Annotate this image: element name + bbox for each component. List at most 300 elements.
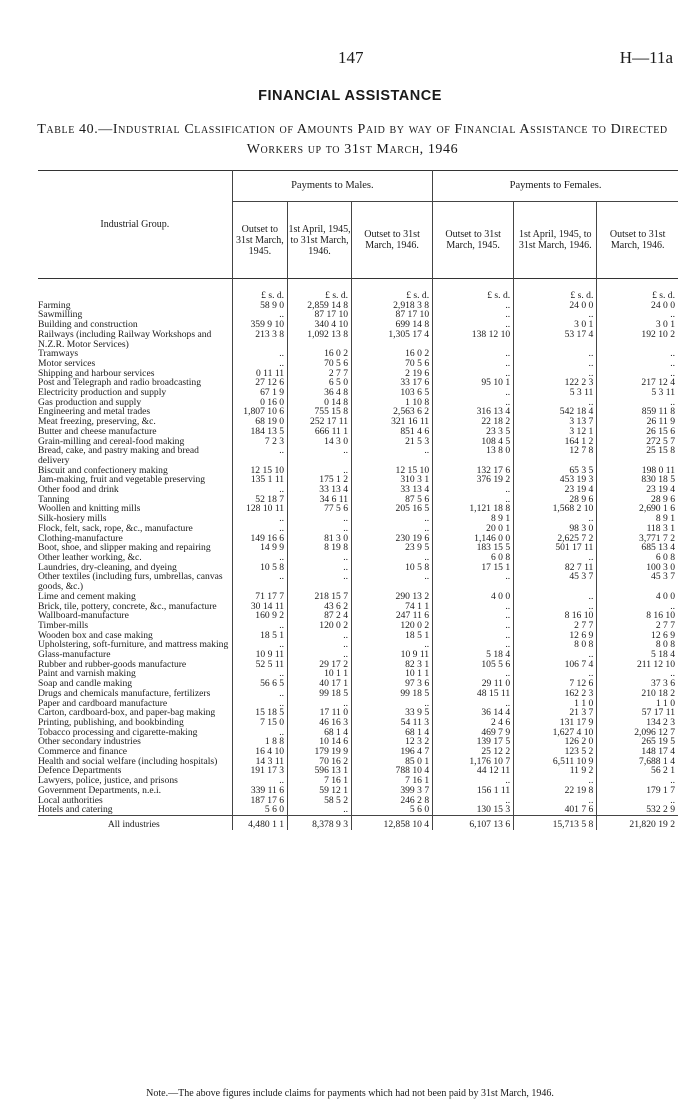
amount-cell: ..	[232, 446, 287, 465]
amount-cell: 70 5 6	[352, 359, 433, 369]
table-caption: Table 40.—Industrial Classification of Amounts Paid by way of Financial Assistance to Directed Workers up to 31st March, 1946	[37, 122, 668, 157]
amount-cell: 2,625 7 2	[514, 534, 597, 544]
amount-cell: 25 12 2	[433, 747, 514, 757]
amount-cell: ..	[597, 369, 678, 379]
amount-cell: 25 15 8	[597, 446, 678, 465]
industry-label: Lawyers, police, justice, and prisons	[38, 776, 178, 786]
amount-cell: 211 12 10	[597, 660, 678, 670]
amount-cell: 6,511 10 9	[514, 757, 597, 767]
table-row	[38, 543, 678, 553]
amount-cell: ..	[232, 359, 287, 369]
industry-label: Shipping and harbour services	[38, 368, 155, 379]
amount-cell: 46 16 3	[288, 718, 352, 728]
amount-cell: 162 2 3	[514, 689, 597, 699]
amount-cell: 26 11 9	[597, 417, 678, 427]
amount-cell: 859 11 8	[597, 407, 678, 417]
amount-cell: 252 17 11	[288, 417, 352, 427]
footnote: Note.—The above figures include claims for payments which had not been paid by 31st March, 1946.	[146, 1088, 554, 1099]
industry-label: Glass-manufacture	[38, 650, 111, 660]
amount-cell: ..	[433, 602, 514, 612]
table-row	[38, 699, 678, 709]
amount-cell: ..	[288, 514, 352, 524]
amount-cell: 8 19 8	[288, 543, 352, 553]
amount-cell: 196 4 7	[352, 747, 433, 757]
amount-cell: 359 9 10	[232, 320, 287, 330]
amount-cell: 851 4 6	[352, 427, 433, 437]
amount-cell: 22 18 2	[433, 417, 514, 427]
amount-cell: 16 4 10	[232, 747, 287, 757]
amount-cell: 2,918 3 8	[352, 301, 433, 311]
amount-cell: 310 3 1	[352, 475, 433, 485]
amount-cell: 87 5 6	[352, 495, 433, 505]
industry-label: Other food and drink	[38, 485, 119, 495]
amount-cell: 139 17 5	[433, 737, 514, 747]
page-number: 147	[338, 48, 364, 67]
amount-cell: 23 3 5	[433, 427, 514, 437]
table-row	[38, 495, 678, 505]
amount-cell: 7 15 0	[232, 718, 287, 728]
industry-label: All industries	[38, 815, 232, 829]
amount-cell: 33 13 4	[288, 485, 352, 495]
amount-cell: 8 16 10	[514, 611, 597, 621]
amount-cell: ..	[232, 669, 287, 679]
amount-cell: ..	[352, 553, 433, 563]
amount-cell: 14 9 9	[232, 543, 287, 553]
amount-cell: 52 18 7	[232, 495, 287, 505]
page-title: FINANCIAL ASSISTANCE	[258, 88, 442, 104]
table-row	[38, 310, 678, 320]
amount-cell: 340 4 10	[288, 320, 352, 330]
amount-cell: 10 1 1	[352, 669, 433, 679]
males-heading: Payments to Males.	[232, 171, 433, 202]
amount-cell: 28 9 6	[597, 495, 678, 505]
industry-label: Wallboard-manufacture	[38, 611, 129, 621]
amount-cell: ..	[288, 466, 352, 476]
table-row	[38, 660, 678, 670]
amount-cell: 5 18 4	[597, 650, 678, 660]
industrial-group-heading: Industrial Group.	[100, 219, 170, 230]
amount-cell: ..	[232, 349, 287, 359]
amount-cell: 272 5 7	[597, 437, 678, 447]
amount-cell: ..	[232, 640, 287, 650]
amount-cell: ..	[597, 796, 678, 806]
amount-cell: 10 5 8	[352, 563, 433, 573]
amount-cell: ..	[352, 699, 433, 709]
amount-cell: ..	[433, 398, 514, 408]
amount-cell: 87 17 10	[352, 310, 433, 320]
industry-label: Electricity production and supply	[38, 388, 167, 398]
amount-cell: 3,771 7 2	[597, 534, 678, 544]
amount-cell: 179 1 7	[597, 786, 678, 796]
units-label: £ s. d.	[352, 279, 433, 301]
amount-cell: 23 19 4	[597, 485, 678, 495]
amount-cell: 56 2 1	[597, 766, 678, 776]
amount-cell: 100 3 0	[597, 563, 678, 573]
amount-cell: ..	[514, 310, 597, 320]
amount-cell: 37 3 6	[597, 679, 678, 689]
amount-cell: 105 5 6	[433, 660, 514, 670]
table-row	[38, 786, 678, 796]
amount-cell: 290 13 2	[352, 592, 433, 602]
amount-cell: 8 16 10	[597, 611, 678, 621]
industry-label: Tobacco processing and cigarette-making	[38, 727, 198, 738]
document-code: H—11a	[619, 48, 673, 67]
column-heading: Outset to 31st March, 1945.	[433, 202, 514, 279]
amount-cell: 67 1 9	[232, 388, 287, 398]
industry-label: Bread, cake, and pastry making and bread delivery	[38, 446, 199, 466]
industry-label: Clothing-manufacture	[38, 533, 123, 544]
industry-label: Laundries, dry-cleaning, and dyeing	[38, 562, 177, 573]
amount-cell: 17 15 1	[433, 563, 514, 573]
industry-label: Butter and cheese manufacture	[38, 426, 157, 437]
amount-cell: ..	[433, 359, 514, 369]
amount-cell: 48 15 11	[433, 689, 514, 699]
amount-cell: ..	[433, 388, 514, 398]
table-row	[38, 650, 678, 660]
amount-cell: 82 7 11	[514, 563, 597, 573]
table-body	[38, 279, 678, 830]
industry-label: Government Departments, n.e.i.	[38, 785, 162, 796]
amount-cell: ..	[433, 669, 514, 679]
amount-cell: 8 9 1	[433, 514, 514, 524]
table-row	[38, 669, 678, 679]
amount-cell: 4 0 0	[597, 592, 678, 602]
amount-cell: 247 11 6	[352, 611, 433, 621]
amount-cell: 122 2 3	[514, 378, 597, 388]
amount-cell: ..	[433, 699, 514, 709]
industry-label: Railways (including Railway Workshops and N.Z.R. Motor Services)	[38, 329, 212, 350]
amount-cell: 24 0 0	[597, 301, 678, 311]
amount-cell: ..	[288, 563, 352, 573]
amount-cell: 132 17 6	[433, 466, 514, 476]
amount-cell: 33 9 5	[352, 708, 433, 718]
amount-cell: 685 13 4	[597, 543, 678, 553]
industry-label: Silk-hosiery mills	[38, 514, 107, 524]
amount-cell: 8 0 8	[597, 640, 678, 650]
amount-cell: 99 18 5	[288, 689, 352, 699]
amount-cell: 14 3 11	[232, 757, 287, 767]
amount-cell: ..	[288, 805, 352, 815]
units-label: £ s. d.	[433, 279, 514, 301]
amount-cell: ..	[232, 514, 287, 524]
industry-label: Farming	[38, 300, 71, 311]
amount-cell: 3 0 1	[514, 320, 597, 330]
amount-cell: 666 11 1	[288, 427, 352, 437]
amount-cell: 33 13 4	[352, 485, 433, 495]
amount-cell: ..	[433, 495, 514, 505]
amount-cell: 12,858 10 4	[352, 815, 433, 829]
amount-cell: ..	[433, 369, 514, 379]
amount-cell: 164 1 2	[514, 437, 597, 447]
industry-label: Local authorities	[38, 795, 103, 806]
table-row	[38, 407, 678, 417]
amount-cell: ..	[433, 640, 514, 650]
amount-cell: 135 1 11	[232, 475, 287, 485]
amount-cell: ..	[288, 524, 352, 534]
table-row	[38, 466, 678, 476]
amount-cell: 99 18 5	[352, 689, 433, 699]
amount-cell: 106 7 4	[514, 660, 597, 670]
amount-cell: 12 6 9	[597, 631, 678, 641]
amount-cell: ..	[514, 398, 597, 408]
amount-cell: 5 3 11	[597, 388, 678, 398]
table-row	[38, 417, 678, 427]
amount-cell: 2,096 12 7	[597, 728, 678, 738]
industry-label: Health and social welfare (including hospitals)	[38, 756, 218, 767]
amount-cell: 1 1 0	[597, 699, 678, 709]
amount-cell: ..	[232, 572, 287, 591]
amount-cell: 788 10 4	[352, 766, 433, 776]
amount-cell: ..	[232, 699, 287, 709]
amount-cell: ..	[597, 398, 678, 408]
amount-cell: 2 19 6	[352, 369, 433, 379]
industry-label: Building and construction	[38, 320, 138, 330]
industry-label: Brick, tile, pottery, concrete, &c., manufacture	[38, 601, 217, 612]
amount-cell: ..	[597, 669, 678, 679]
amount-cell: 148 17 4	[597, 747, 678, 757]
table-row	[38, 611, 678, 621]
amount-cell: 134 2 3	[597, 718, 678, 728]
amount-cell: 376 19 2	[433, 475, 514, 485]
amount-cell: 830 18 5	[597, 475, 678, 485]
column-heading: Outset to 31st March, 1945.	[232, 202, 287, 279]
industry-label: Paint and varnish making	[38, 669, 136, 680]
amount-cell: 33 17 6	[352, 378, 433, 388]
amount-cell: 187 17 6	[232, 796, 287, 806]
industry-label: Other secondary industries	[38, 737, 141, 748]
amount-cell: ..	[597, 776, 678, 786]
table-row	[38, 378, 678, 388]
amount-cell: ..	[433, 310, 514, 320]
table-row	[38, 592, 678, 602]
amount-cell: 2 4 6	[433, 718, 514, 728]
industry-label: Post and Telegraph and radio broadcasting	[38, 378, 201, 389]
amount-cell: 191 17 3	[232, 766, 287, 776]
amount-cell: ..	[232, 689, 287, 699]
amount-cell: ..	[288, 631, 352, 641]
amount-cell: 81 3 0	[288, 534, 352, 544]
table-row	[38, 504, 678, 514]
amount-cell: ..	[288, 446, 352, 465]
industry-label: Biscuit and confectionery making	[38, 465, 168, 476]
amount-cell: 1,146 0 0	[433, 534, 514, 544]
amount-cell: 120 0 2	[288, 621, 352, 631]
amount-cell: 5 6 0	[232, 805, 287, 815]
amount-cell: 1,305 17 4	[352, 330, 433, 349]
industry-label: Wooden box and case making	[38, 630, 153, 641]
table-row	[38, 805, 678, 815]
amount-cell: ..	[514, 796, 597, 806]
table-row	[38, 485, 678, 495]
amount-cell: 453 19 3	[514, 475, 597, 485]
amount-cell: ..	[597, 349, 678, 359]
amount-cell: 123 5 2	[514, 747, 597, 757]
amount-cell: ..	[514, 776, 597, 786]
amount-cell: 130 15 3	[433, 805, 514, 815]
units-label: £ s. d.	[232, 279, 287, 301]
amount-cell: 23 9 5	[352, 543, 433, 553]
amount-cell: 53 17 4	[514, 330, 597, 349]
amount-cell: ..	[288, 699, 352, 709]
amount-cell: 70 16 2	[288, 757, 352, 767]
units-label: £ s. d.	[288, 279, 352, 301]
amount-cell: 85 0 1	[352, 757, 433, 767]
amount-cell: ..	[514, 602, 597, 612]
amount-cell: 13 8 0	[433, 446, 514, 465]
amount-cell: ..	[288, 640, 352, 650]
amount-cell: 3 0 1	[597, 320, 678, 330]
amount-cell: 7 16 1	[288, 776, 352, 786]
amount-cell: ..	[352, 514, 433, 524]
amount-cell: 0 14 8	[288, 398, 352, 408]
amount-cell: 1,121 18 8	[433, 504, 514, 514]
industry-label: Jam-making, fruit and vegetable preserving	[38, 475, 206, 486]
amount-cell: 36 4 8	[288, 388, 352, 398]
table-row	[38, 708, 678, 718]
table-row	[38, 631, 678, 641]
amount-cell: 218 15 7	[288, 592, 352, 602]
amount-cell: 21 5 3	[352, 437, 433, 447]
amount-cell: 59 12 1	[288, 786, 352, 796]
amount-cell: 184 13 5	[232, 427, 287, 437]
industry-label: Paper and cardboard manufacture	[38, 698, 168, 709]
industry-label: Flock, felt, sack, rope, &c., manufacture	[38, 523, 193, 534]
amount-cell: ..	[288, 572, 352, 591]
industry-label: Drugs and chemicals manufacture, fertilizers	[38, 688, 211, 699]
amount-cell: 11 9 2	[514, 766, 597, 776]
amount-cell: ..	[433, 631, 514, 641]
amount-cell: ..	[433, 485, 514, 495]
amount-cell: 12 15 10	[352, 466, 433, 476]
amount-cell: 2 7 7	[597, 621, 678, 631]
amount-cell: 27 12 6	[232, 378, 287, 388]
amount-cell: 0 11 11	[232, 369, 287, 379]
table-row	[38, 320, 678, 330]
amount-cell: 120 0 2	[352, 621, 433, 631]
amount-cell: ..	[232, 621, 287, 631]
amount-cell: 7 16 1	[352, 776, 433, 786]
amount-cell: 542 18 4	[514, 407, 597, 417]
amount-cell: 699 14 8	[352, 320, 433, 330]
amount-cell: ..	[433, 320, 514, 330]
column-heading: Outset to 31st March, 1946.	[597, 202, 678, 279]
amount-cell: 1,092 13 8	[288, 330, 352, 349]
amount-cell: 87 2 4	[288, 611, 352, 621]
amount-cell: 175 1 2	[288, 475, 352, 485]
amount-cell: 70 5 6	[288, 359, 352, 369]
amount-cell: 7 12 6	[514, 679, 597, 689]
amount-cell: 43 6 2	[288, 602, 352, 612]
industry-label: Upholstering, soft-furniture, and mattress making	[38, 640, 229, 651]
total-row	[38, 815, 678, 829]
table-row	[38, 679, 678, 689]
amount-cell: 2,690 1 6	[597, 504, 678, 514]
amount-cell: ..	[514, 650, 597, 660]
financial-assistance-table	[38, 170, 678, 830]
table-row	[38, 330, 678, 349]
amount-cell: 128 10 11	[232, 504, 287, 514]
amount-cell: 126 2 0	[514, 737, 597, 747]
amount-cell: 44 12 11	[433, 766, 514, 776]
amount-cell: 6,107 13 6	[433, 815, 514, 829]
amount-cell: ..	[597, 310, 678, 320]
amount-cell: 8 9 1	[597, 514, 678, 524]
amount-cell: 82 3 1	[352, 660, 433, 670]
table-row	[38, 369, 678, 379]
amount-cell: ..	[514, 359, 597, 369]
amount-cell: 160 9 2	[232, 611, 287, 621]
amount-cell: ..	[433, 349, 514, 359]
units-row	[38, 279, 678, 301]
amount-cell: 2 7 7	[288, 369, 352, 379]
amount-cell: 1,176 10 7	[433, 757, 514, 767]
amount-cell: 156 1 11	[433, 786, 514, 796]
amount-cell: 95 10 1	[433, 378, 514, 388]
amount-cell: 12 3 2	[352, 737, 433, 747]
industry-label: Engineering and metal trades	[38, 407, 151, 418]
amount-cell: 7,688 1 4	[597, 757, 678, 767]
industry-label: Meat freezing, preserving, &c.	[38, 417, 156, 427]
industry-label: Other textiles (including furs, umbrellas, canvas goods, &c.)	[38, 572, 223, 592]
amount-cell: 4 0 0	[433, 592, 514, 602]
amount-cell: ..	[232, 524, 287, 534]
industry-label: Sawmilling	[38, 310, 83, 321]
amount-cell: 210 18 2	[597, 689, 678, 699]
industry-label: Lime and cement making	[38, 591, 136, 602]
industry-label: Gas production and supply	[38, 397, 142, 408]
amount-cell: 596 13 1	[288, 766, 352, 776]
industry-label: Hotels and catering	[38, 805, 113, 816]
amount-cell: 57 17 11	[597, 708, 678, 718]
amount-cell: ..	[352, 446, 433, 465]
amount-cell: ..	[288, 650, 352, 660]
amount-cell: ..	[232, 776, 287, 786]
amount-cell: ..	[514, 592, 597, 602]
amount-cell: 103 6 5	[352, 388, 433, 398]
industry-label: Tanning	[38, 494, 70, 505]
amount-cell: 108 4 5	[433, 437, 514, 447]
amount-cell: 14 3 0	[288, 437, 352, 447]
amount-cell: 34 6 11	[288, 495, 352, 505]
amount-cell: 97 3 6	[352, 679, 433, 689]
amount-cell: 179 19 9	[288, 747, 352, 757]
amount-cell: 56 6 5	[232, 679, 287, 689]
industry-label: Other leather working, &c.	[38, 552, 142, 563]
amount-cell: 24 0 0	[514, 301, 597, 311]
amount-cell: 8,378 9 3	[288, 815, 352, 829]
amount-cell: ..	[352, 640, 433, 650]
amount-cell: 5 3 11	[514, 388, 597, 398]
amount-cell: 29 11 0	[433, 679, 514, 689]
amount-cell: 1 1 0	[514, 699, 597, 709]
amount-cell: 1,568 2 10	[514, 504, 597, 514]
amount-cell: 65 3 5	[514, 466, 597, 476]
table-row	[38, 718, 678, 728]
amount-cell: 192 10 2	[597, 330, 678, 349]
amount-cell: 265 19 5	[597, 737, 678, 747]
table-row	[38, 349, 678, 359]
amount-cell: 6 0 8	[597, 553, 678, 563]
amount-cell: 131 17 9	[514, 718, 597, 728]
table-row	[38, 524, 678, 534]
amount-cell: 12 15 10	[232, 466, 287, 476]
amount-cell: 45 3 7	[597, 572, 678, 591]
amount-cell: 246 2 8	[352, 796, 433, 806]
amount-cell: ..	[433, 611, 514, 621]
amount-cell: 15,713 5 8	[514, 815, 597, 829]
amount-cell: 2,563 6 2	[352, 407, 433, 417]
amount-cell: 36 14 4	[433, 708, 514, 718]
